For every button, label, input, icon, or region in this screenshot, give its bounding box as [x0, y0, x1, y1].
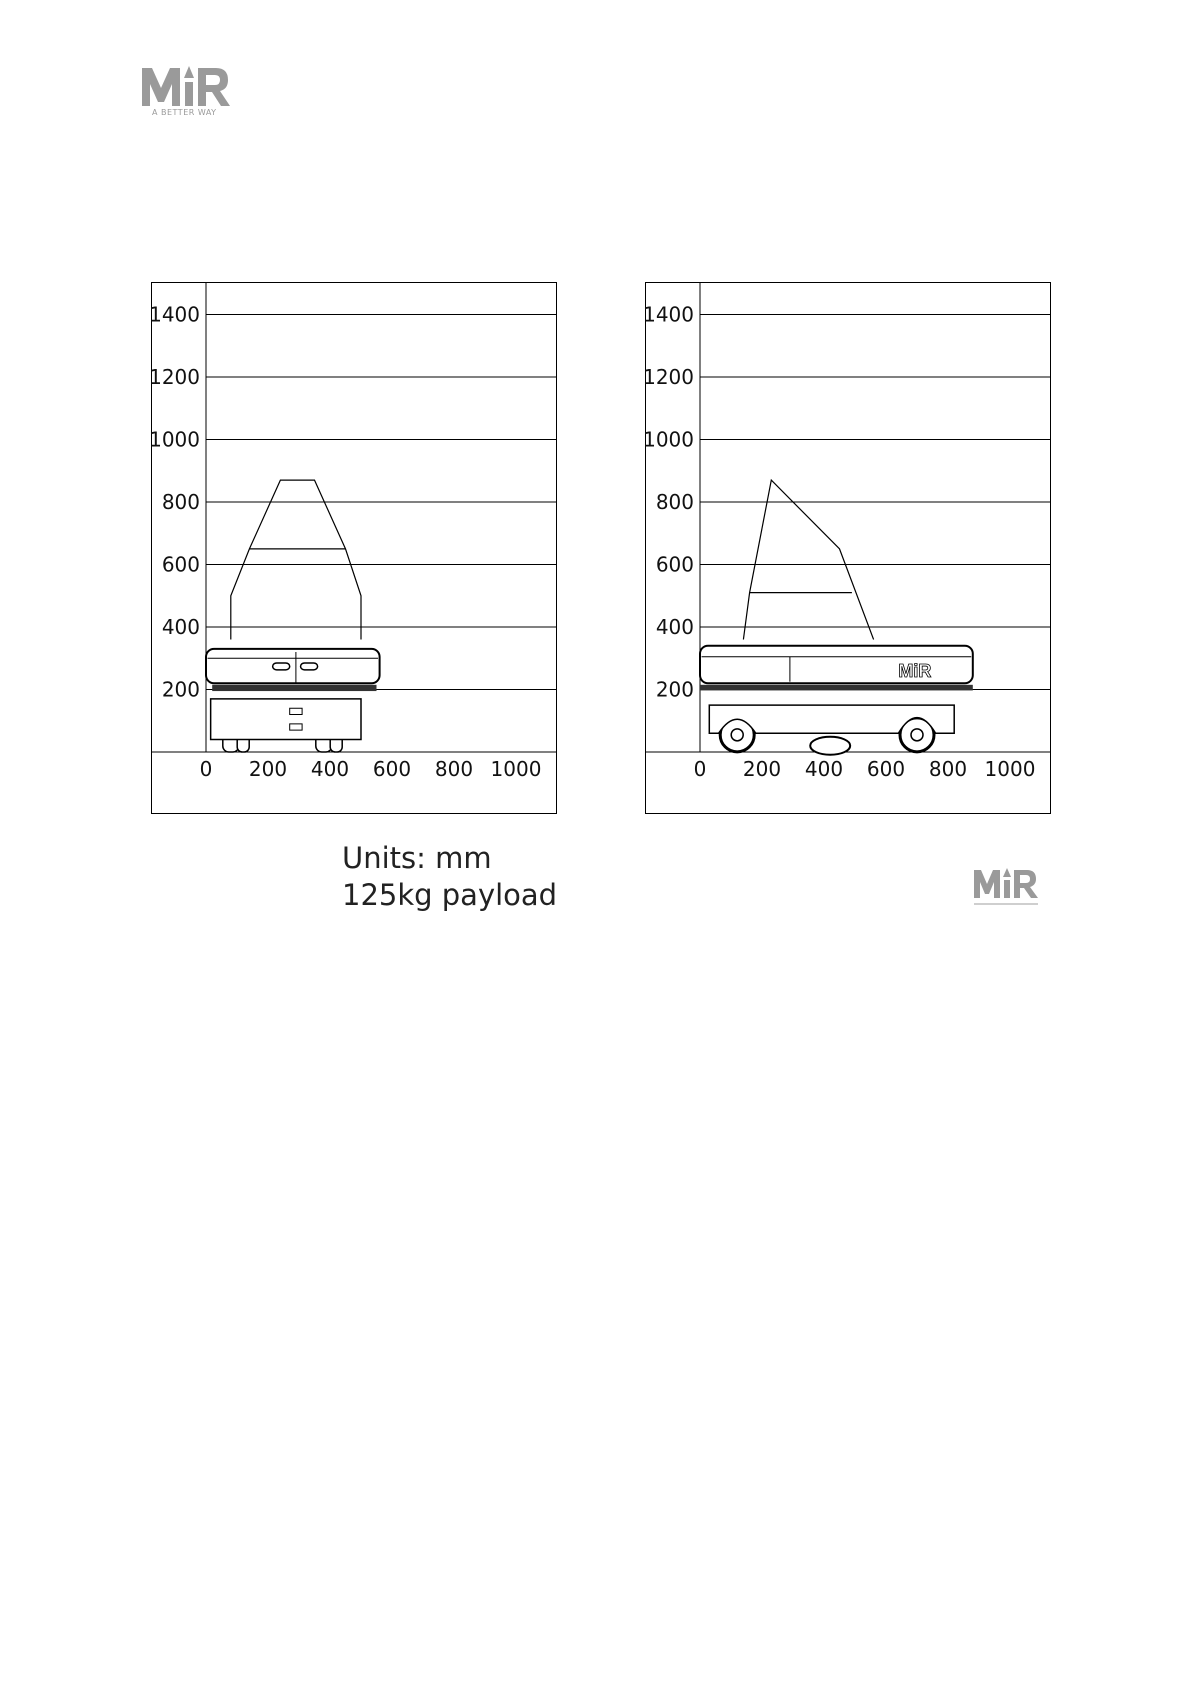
robot-light: [290, 724, 302, 730]
units-label: Units: mm: [342, 841, 492, 875]
robot-chassis: [211, 699, 361, 740]
x-tick-label: 800: [434, 757, 474, 781]
side-view-chart: [645, 282, 1051, 814]
robot-wheel-hub: [911, 729, 923, 741]
mir-logo-icon: [972, 866, 1048, 910]
header-logo-tagline: A BETTER WAY: [152, 108, 217, 117]
y-tick-label: 400: [655, 615, 694, 639]
front-view-chart: [151, 282, 557, 814]
x-tick-label: 600: [866, 757, 906, 781]
x-tick-label: 200: [742, 757, 782, 781]
robot-skirt: [212, 685, 376, 691]
y-tick-label: 1400: [149, 302, 200, 327]
y-tick-label: 400: [161, 615, 200, 639]
side-view-chart-svg: [645, 282, 1051, 814]
x-tick-label: 1000: [984, 757, 1036, 781]
y-tick-label: 1200: [149, 365, 200, 389]
robot-body: [206, 649, 380, 683]
header-logo: [140, 62, 240, 122]
caption: [342, 840, 557, 914]
robot-wheel-hub: [731, 729, 743, 741]
x-tick-label: 600: [372, 757, 412, 781]
robot-skirt: [700, 685, 973, 691]
y-tick-label: 800: [161, 490, 200, 514]
y-tick-label: 1200: [643, 365, 694, 389]
y-tick-label: 800: [655, 490, 694, 514]
y-tick-label: 600: [161, 552, 200, 577]
robot-brand-mark: MiR: [898, 661, 932, 681]
robot-wheel: [810, 737, 850, 755]
x-tick-label: 1000: [490, 757, 542, 781]
x-tick-label: 400: [804, 757, 844, 781]
robot-body: [700, 646, 973, 684]
mir-robot-front-icon: [206, 649, 380, 752]
y-tick-label: 200: [655, 677, 694, 702]
y-tick-label: 1000: [149, 427, 200, 452]
y-tick-label: 1000: [643, 427, 694, 452]
payload-label: 125kg payload: [342, 878, 558, 912]
footer-logo: [972, 866, 1048, 910]
robot-light: [290, 708, 302, 714]
robot-handle: [301, 663, 318, 670]
x-tick-label: 0: [199, 757, 213, 781]
x-tick-label: 200: [248, 757, 288, 781]
x-tick-label: 0: [693, 757, 707, 781]
x-tick-label: 800: [928, 757, 968, 781]
robot-handle: [273, 663, 290, 670]
mir-logo-icon: [140, 62, 240, 112]
y-tick-label: 200: [161, 677, 200, 702]
front-view-chart-svg: [151, 282, 557, 814]
robot-illustration: [206, 649, 380, 752]
x-tick-label: 400: [310, 757, 350, 781]
y-tick-label: 600: [655, 552, 694, 577]
y-tick-label: 1400: [643, 302, 694, 327]
